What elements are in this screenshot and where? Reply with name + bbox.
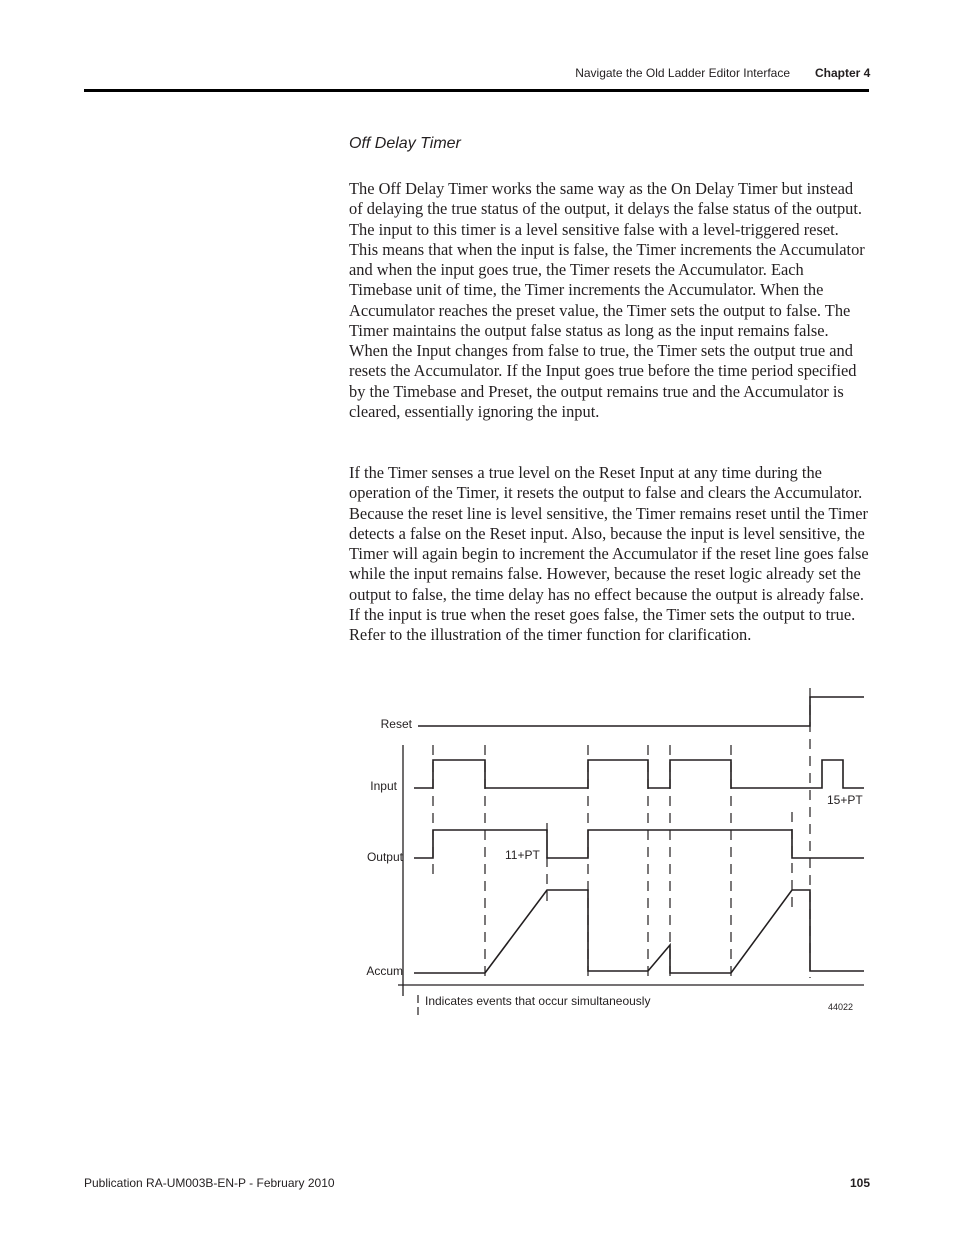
accum-label: Accum (366, 964, 403, 978)
running-header-chapter: Chapter 4 (815, 66, 871, 80)
reset-waveform (418, 697, 864, 726)
footer-page-number: 105 (850, 1176, 871, 1190)
body-paragraph-1: The Off Delay Timer works the same way as the On Delay Timer but instead of delaying the true status of the output, it delays the false status of the output. The input to this timer is a level sensitive false with a level-triggered reset. This means that when the input is false, the Timer increments the Accumulator and when the input goes true, the Timer resets the Accumulator. Each Timebase unit of time, the Timer increments the Accumulator. When the Accumulator reaches the preset value, the Timer sets the output to false. The Timer maintains the output false status as long as the input remains false. When the Input changes from false to true, the Timer sets the output true and resets the Accumulator. If the Input goes true before the time period specified by the Timebase and Preset, the output remains true and the Accumulator is cleared, essentially ignoring the input. (349, 179, 865, 421)
section-title: Off Delay Timer (349, 135, 461, 152)
preset-annotation-2: 15+PT (827, 793, 863, 807)
output-label: Output (366, 850, 403, 864)
input-waveform (414, 760, 864, 788)
footer-publication: Publication RA-UM003B-EN-P - February 2010 (84, 1176, 335, 1190)
output-waveform (414, 830, 864, 858)
figure-id: 44022 (828, 1002, 854, 1012)
reset-label: Reset (380, 717, 412, 731)
body-paragraph-2: If the Timer senses a true level on the Reset Input at any time during the operation of the Timer, it resets the output to false and clears the Accumulator. Because the reset line is level sensitive, the Timer remains reset until the Timer detects a false on the Reset input. Also, because the input is level sensitive, the Timer will again begin to increment the Accumulator if the reset line goes false while the input remains false. However, because the reset logic already set the output to false, the time delay has no effect because the output is already false. If the input is true when the reset goes false, the Timer sets the output to true. Refer to the illustration of the timer function for clarification. (349, 463, 869, 644)
running-header-title: Navigate the Old Ladder Editor Interface (575, 66, 790, 80)
legend-text: Indicates events that occur simultaneously (425, 994, 651, 1008)
accum-waveform (414, 890, 864, 973)
input-label: Input (370, 779, 397, 793)
preset-annotation-1: 11+PT (505, 848, 540, 862)
